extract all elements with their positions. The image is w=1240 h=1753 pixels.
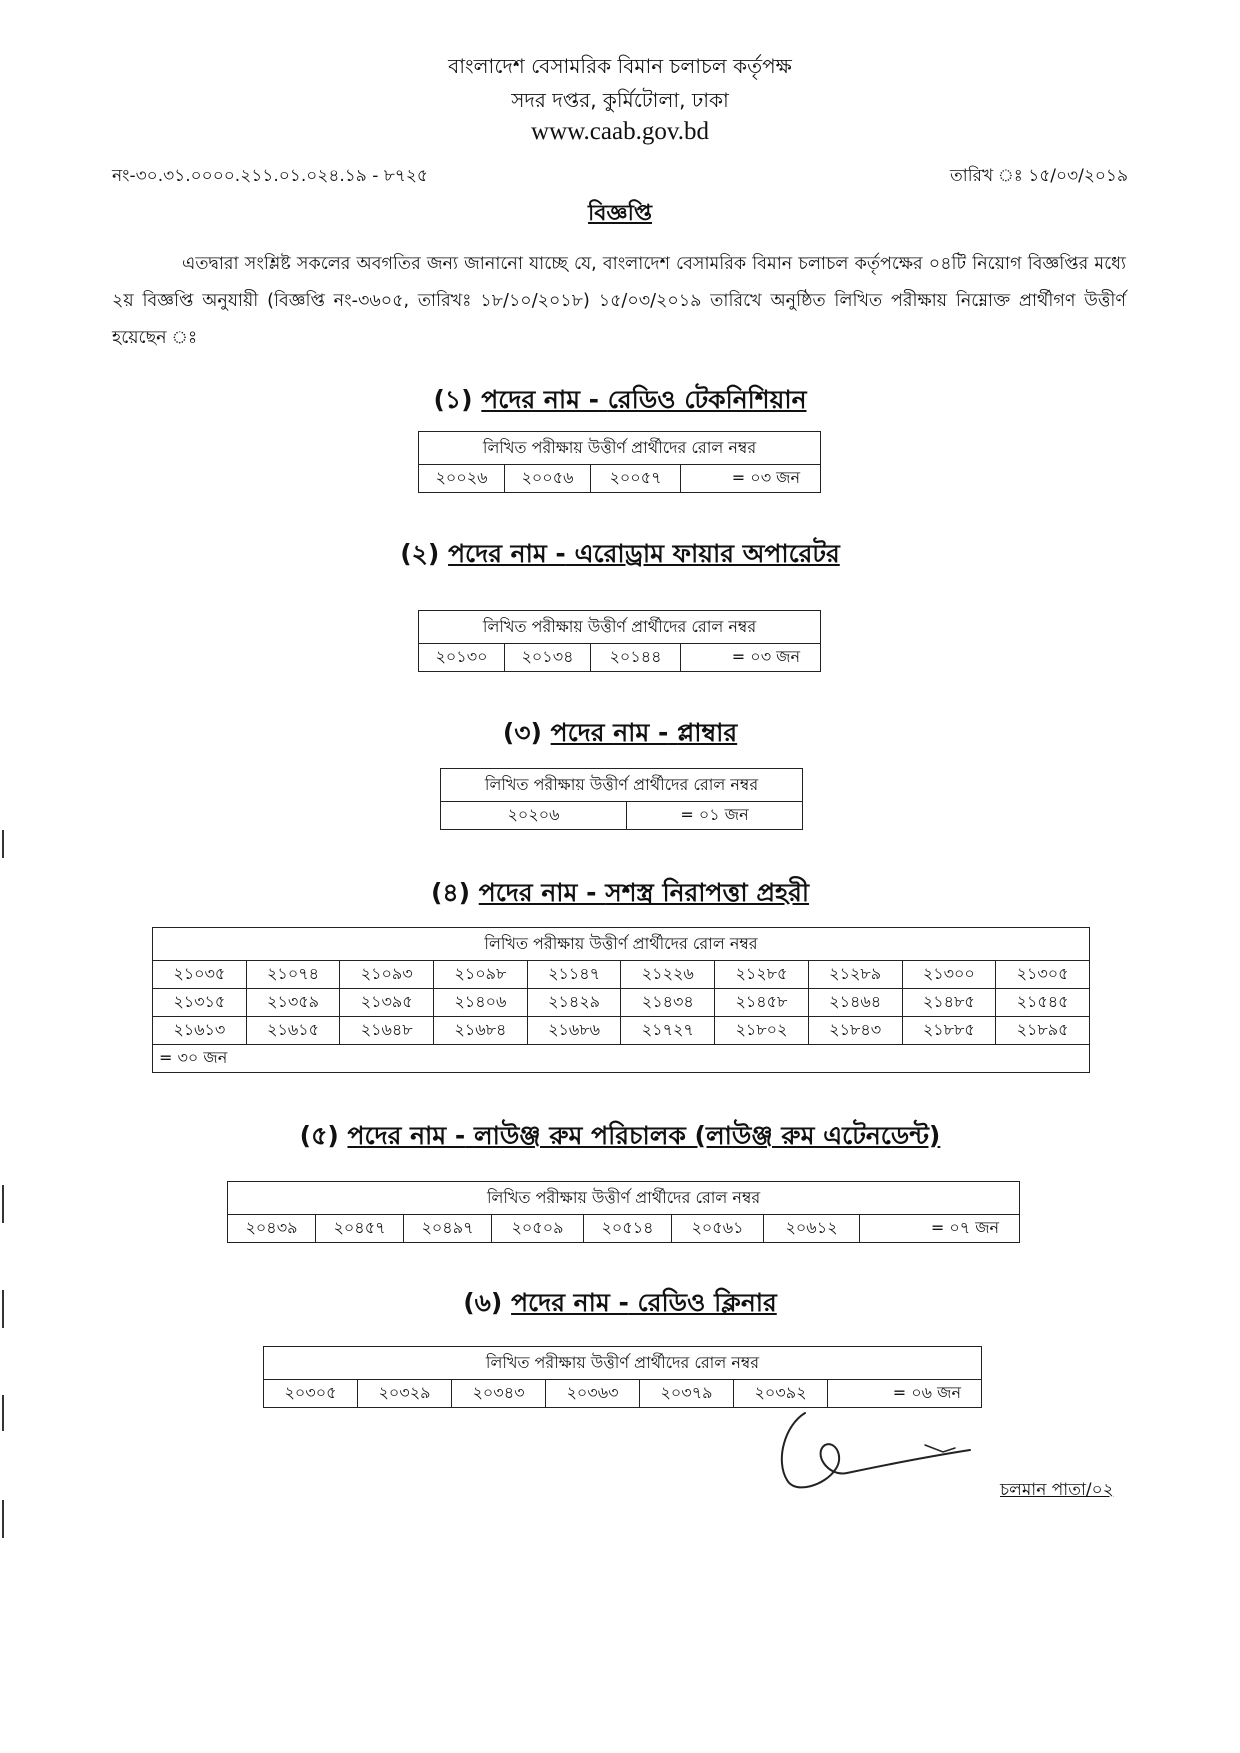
total-count: = ০৭ জন xyxy=(860,1215,1020,1243)
roll-number: ২১৮৯৫ xyxy=(996,1017,1090,1045)
margin-line xyxy=(2,1185,4,1223)
roll-number: ২০১৩০ xyxy=(419,644,505,672)
post-title-1 xyxy=(0,380,1240,423)
roll-number: ২০৩৪৩ xyxy=(452,1380,546,1408)
post-title-prefix: পদের নাম - xyxy=(511,1288,629,1317)
roll-number: ২১৪০৬ xyxy=(434,989,528,1017)
post-serial: (৫) xyxy=(299,1121,339,1150)
roll-number: ২০৪৯৭ xyxy=(404,1215,492,1243)
roll-number: ২০৫০৯ xyxy=(492,1215,584,1243)
post-title-4 xyxy=(0,873,1240,916)
roll-table-1 xyxy=(418,431,821,493)
roll-number: ২১৬৪৮ xyxy=(340,1017,434,1045)
post-name: প্লাম্বার xyxy=(677,718,738,747)
total-count: = ০১ জন xyxy=(627,802,803,830)
roll-number: ২০১৩৪ xyxy=(505,644,591,672)
post-title-6 xyxy=(0,1283,1240,1326)
roll-table-6 xyxy=(263,1346,982,1408)
margin-line xyxy=(2,830,4,858)
roll-number: ২০৬১২ xyxy=(764,1215,860,1243)
roll-number: ২১৪৬৪ xyxy=(808,989,902,1017)
table-header: লিখিত পরীক্ষায় উত্তীর্ণ প্রার্থীদের রোল নম্বর xyxy=(153,928,1090,961)
post-title-prefix: পদের নাম - xyxy=(478,878,597,907)
roll-number: ২১১৪৭ xyxy=(527,961,621,989)
roll-number: ২০৩৭৯ xyxy=(640,1380,734,1408)
roll-number: ২১৭২৭ xyxy=(621,1017,715,1045)
roll-number: ২১৫৪৫ xyxy=(996,989,1090,1017)
intro-paragraph: এতদ্বারা সংশ্লিষ্ট সকলের অবগতির জন্য জানানো যাচ্ছে যে, বাংলাদেশ বেসামরিক বিমান চলাচল কর্তৃপক্ষের ০৪টি নিয়োগ বিজ্ঞপ্তির মধ্যে ২য় বিজ্ঞপ্তি অনুযায়ী (বিজ্ঞপ্তি নং-৩৬০৫, তারিখঃ ১৮/১০/২০১৮) ১৫/০৩/২০১৯ তারিখে অনুষ্ঠিত লিখিত পরীক্ষায় নিম্নোক্ত প্রার্থীগণ উত্তীর্ণ হয়েছেন ঃ xyxy=(112,254,1126,348)
roll-number: ২১২৮৯ xyxy=(808,961,902,989)
roll-table-5 xyxy=(227,1181,1020,1243)
roll-number: ২০৪৫৭ xyxy=(316,1215,404,1243)
office-address: সদর দপ্তর, কুর্মিটোলা, ঢাকা xyxy=(511,88,729,112)
roll-table-3 xyxy=(440,768,803,830)
roll-number: ২০৫১৪ xyxy=(584,1215,672,1243)
post-title-prefix: পদের নাম - xyxy=(347,1121,466,1150)
memo-date: তারিখ ঃ ১৫/০৩/২০১৯ xyxy=(950,166,1128,186)
roll-number: ২১০৭৪ xyxy=(246,961,340,989)
post-title-5 xyxy=(0,1116,1240,1159)
total-count: = ০৩ জন xyxy=(681,644,821,672)
roll-number: ২১৮৪৩ xyxy=(808,1017,902,1045)
roll-number: ২১৪৫৮ xyxy=(715,989,809,1017)
organization-name: বাংলাদেশ বেসামরিক বিমান চলাচল কর্তৃপক্ষ xyxy=(448,54,792,78)
roll-number: ২০২০৬ xyxy=(441,802,627,830)
roll-number: ২১৮০২ xyxy=(715,1017,809,1045)
post-name: এরোড্রাম ফায়ার অপারেটর xyxy=(574,539,840,568)
notice-title: বিজ্ঞপ্তি xyxy=(588,201,652,226)
roll-number: ২১৮৮৫ xyxy=(902,1017,996,1045)
post-name: সশস্ত্র নিরাপত্তা প্রহরী xyxy=(605,878,810,907)
roll-table-4 xyxy=(152,927,1090,1073)
total-count: = ০৩ জন xyxy=(681,465,821,493)
roll-number: ২০৫৬১ xyxy=(672,1215,764,1243)
roll-number: ২১০৯৮ xyxy=(434,961,528,989)
roll-number: ২১০৯৩ xyxy=(340,961,434,989)
total-count: = ৩০ জন xyxy=(153,1045,1090,1073)
post-title-prefix: পদের নাম - xyxy=(481,385,600,414)
website-link[interactable]: www.caab.gov.bd xyxy=(531,118,709,145)
signature xyxy=(775,1405,985,1505)
roll-number: ২০৩০৫ xyxy=(264,1380,358,1408)
post-title-prefix: পদের নাম - xyxy=(550,718,669,747)
post-serial: (১) xyxy=(433,385,473,414)
roll-number: ২১৩০০ xyxy=(902,961,996,989)
post-title-3 xyxy=(0,713,1240,756)
table-header: লিখিত পরীক্ষায় উত্তীর্ণ প্রার্থীদের রোল নম্বর xyxy=(264,1347,982,1380)
roll-number: ২০৪৩৯ xyxy=(228,1215,316,1243)
post-title-prefix: পদের নাম - xyxy=(448,539,566,568)
roll-number: ২১৩৯৫ xyxy=(340,989,434,1017)
post-name: রেডিও টেকনিশিয়ান xyxy=(607,385,807,414)
table-header: লিখিত পরীক্ষায় উত্তীর্ণ প্রার্থীদের রোল নম্বর xyxy=(419,611,821,644)
roll-number: ২০৩৯২ xyxy=(734,1380,828,1408)
table-header: লিখিত পরীক্ষায় উত্তীর্ণ প্রার্থীদের রোল নম্বর xyxy=(441,769,803,802)
table-header: লিখিত পরীক্ষায় উত্তীর্ণ প্রার্থীদের রোল নম্বর xyxy=(419,432,821,465)
roll-number: ২১৪৩৪ xyxy=(621,989,715,1017)
roll-number: ২১২২৬ xyxy=(621,961,715,989)
roll-number: ২১৬১৩ xyxy=(153,1017,247,1045)
post-serial: (২) xyxy=(400,539,440,568)
roll-number: ২১২৮৫ xyxy=(715,961,809,989)
post-serial: (৬) xyxy=(463,1288,503,1317)
roll-number: ২১০৩৫ xyxy=(153,961,247,989)
roll-number: ২১৩৫৯ xyxy=(246,989,340,1017)
post-title-2 xyxy=(0,534,1240,577)
roll-number: ২১৬৮৪ xyxy=(434,1017,528,1045)
post-name: রেডিও ক্লিনার xyxy=(637,1288,777,1317)
post-serial: (৪) xyxy=(430,878,471,907)
roll-number: ২০৩২৯ xyxy=(358,1380,452,1408)
roll-table-2 xyxy=(418,610,821,672)
margin-line xyxy=(2,1290,4,1328)
margin-line xyxy=(2,1395,4,1431)
roll-number: ২১৪৮৫ xyxy=(902,989,996,1017)
roll-number: ২১৩০৫ xyxy=(996,961,1090,989)
margin-line xyxy=(2,1500,4,1538)
roll-number: ২০৩৬৩ xyxy=(546,1380,640,1408)
roll-number: ২০০৫৭ xyxy=(591,465,681,493)
post-name: লাউঞ্জ রুম পরিচালক (লাউঞ্জ রুম এটেনডেন্ট) xyxy=(473,1121,941,1150)
post-serial: (৩) xyxy=(502,718,542,747)
roll-number: ২১৬১৫ xyxy=(246,1017,340,1045)
roll-number: ২০০২৬ xyxy=(419,465,505,493)
total-count: = ০৬ জন xyxy=(828,1380,982,1408)
roll-number: ২১৪২৯ xyxy=(527,989,621,1017)
roll-number: ২১৩১৫ xyxy=(153,989,247,1017)
roll-number: ২০১৪৪ xyxy=(591,644,681,672)
roll-number: ২০০৫৬ xyxy=(505,465,591,493)
continuation-note: চলমান পাতা/০২ xyxy=(1000,1480,1114,1500)
memo-number: নং-৩০.৩১.০০০০.২১১.০১.০২৪.১৯ - ৮৭২৫ xyxy=(112,166,428,186)
table-header: লিখিত পরীক্ষায় উত্তীর্ণ প্রার্থীদের রোল নম্বর xyxy=(228,1182,1020,1215)
roll-number: ২১৬৮৬ xyxy=(527,1017,621,1045)
